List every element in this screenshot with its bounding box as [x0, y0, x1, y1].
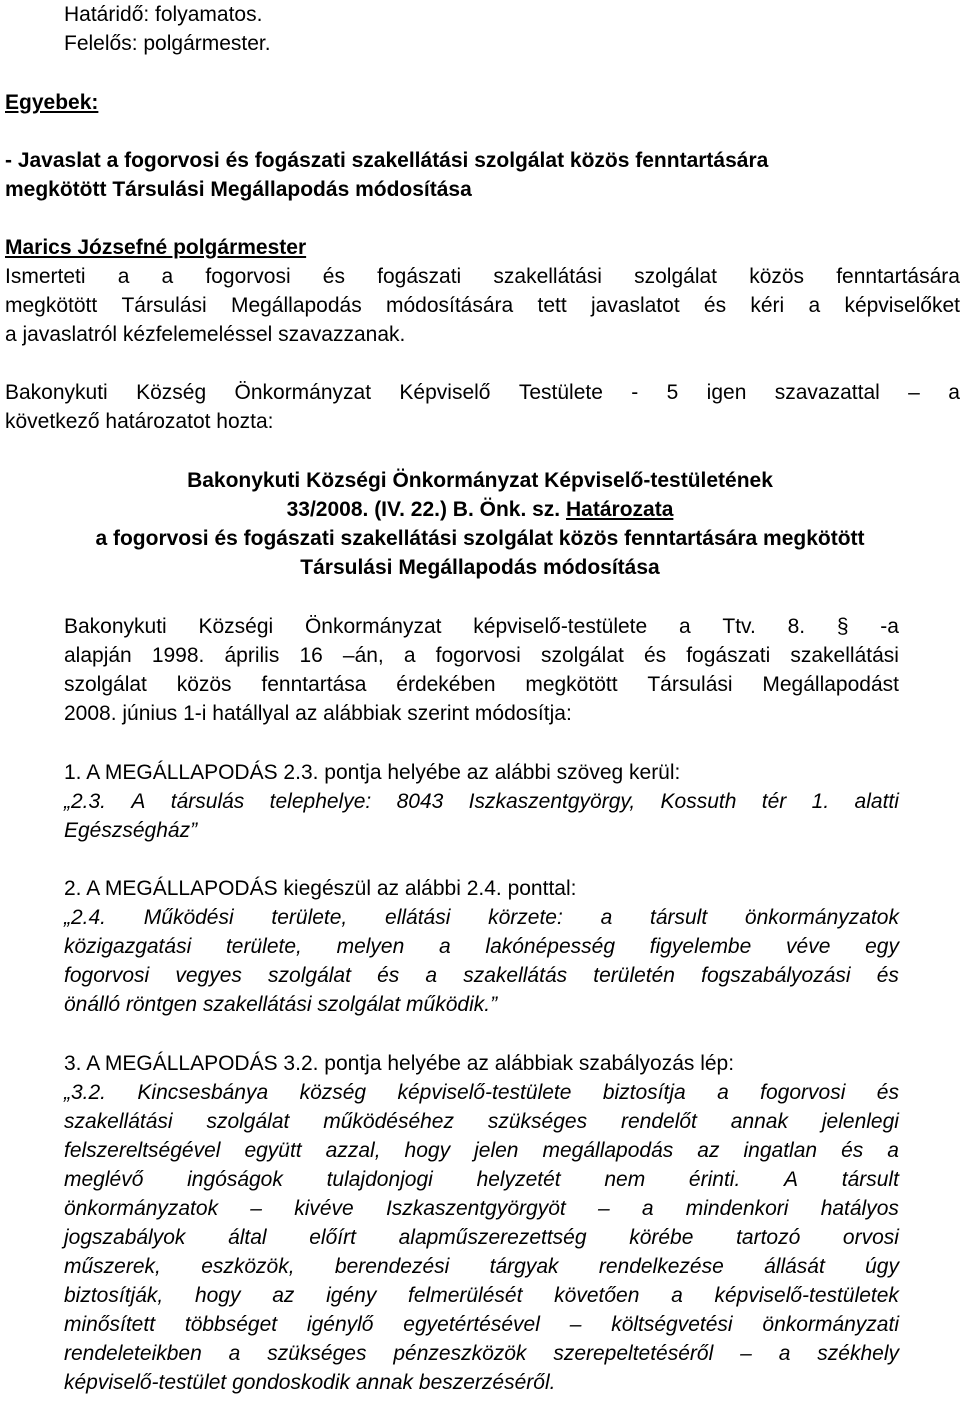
- word: tett: [537, 294, 567, 317]
- word: 1998.: [151, 644, 205, 667]
- word: mindenkori: [685, 1197, 789, 1220]
- item-2-text-line-4: önálló röntgen szakellátási szolgálat működik.”: [64, 993, 498, 1016]
- word: fenntartása: [261, 673, 367, 696]
- item-2-text-line-2: [64, 932, 899, 961]
- intro-line-2: [5, 291, 960, 320]
- word: képviselő-testülete: [397, 1081, 572, 1104]
- word: minősített: [64, 1313, 156, 1336]
- word: fogorvosi: [64, 964, 150, 987]
- word: érdekében: [396, 673, 496, 696]
- word: biztosítja: [602, 1081, 686, 1104]
- word: Kossuth: [660, 790, 737, 813]
- resolution-subject-1: a fogorvosi és fogászati szakellátási szolgálat közös fenntartására megkötött: [95, 527, 865, 550]
- word: 5: [666, 381, 679, 404]
- word: a: [717, 1081, 729, 1104]
- item-3-heading: 3. A MEGÁLLAPODÁS 3.2. pontja helyébe az alábbiak szabályozás lép:: [64, 1052, 735, 1075]
- word: 1.: [811, 790, 830, 813]
- item-3-text-line-3: [64, 1136, 899, 1165]
- word: és: [876, 964, 899, 987]
- resolution-heading-1: Bakonykuti Községi Önkormányzat Képviselő-testületének: [187, 469, 773, 492]
- word: kéri: [750, 294, 785, 317]
- word: előírt: [309, 1226, 356, 1249]
- word: –: [250, 1197, 262, 1220]
- item-3-text-line-1: [64, 1078, 899, 1107]
- word: §: [836, 615, 849, 638]
- word: megkötött: [5, 294, 98, 317]
- word: működéséhez: [323, 1110, 454, 1133]
- word: az: [272, 1284, 295, 1307]
- item-3-text-line-11: képviselő-testület gondoskodik annak beszerzéséről.: [64, 1371, 556, 1394]
- word: érinti.: [688, 1168, 741, 1191]
- word: fogorvosi: [435, 644, 521, 667]
- word: jelen: [474, 1139, 519, 1162]
- word: társult: [649, 906, 708, 929]
- item-1-text-line-1: [64, 787, 899, 816]
- word: közös: [749, 265, 805, 288]
- word: képviselő-testületek: [714, 1284, 899, 1307]
- word: Társulási: [647, 673, 733, 696]
- resolution-word: Határozata: [566, 498, 674, 521]
- word: közös: [176, 673, 232, 696]
- word: Iszkaszentgyörgyöt: [385, 1197, 566, 1220]
- resolution-body-line-1: [64, 612, 899, 641]
- word: a: [117, 265, 130, 288]
- word: azzal,: [325, 1139, 381, 1162]
- word: hogy: [194, 1284, 241, 1307]
- word: a: [808, 294, 821, 317]
- word: Községi: [198, 615, 274, 638]
- word: rendeleteikben: [64, 1342, 202, 1365]
- item-3-text-line-6: [64, 1223, 899, 1252]
- word: Megállapodást: [762, 673, 899, 696]
- word: a: [425, 964, 438, 987]
- word: Testülete: [518, 381, 603, 404]
- word: szolgálat: [64, 673, 147, 696]
- word: szakellátási: [790, 644, 899, 667]
- word: költségvetési: [611, 1313, 733, 1336]
- word: képviselő-testülete: [473, 615, 648, 638]
- resolution-heading-2: [0, 495, 960, 524]
- intro-line-1: [5, 262, 960, 291]
- item-3-text-line-4: [64, 1165, 899, 1194]
- word: meglévő: [64, 1168, 144, 1191]
- resolution-body-line-2: [64, 641, 899, 670]
- word: lakónépesség: [485, 935, 616, 958]
- word: szakellátási: [64, 1110, 173, 1133]
- word: önkormányzatok: [64, 1197, 219, 1220]
- word: által: [228, 1226, 267, 1249]
- word: felmerülését: [408, 1284, 523, 1307]
- word: -: [631, 381, 639, 404]
- word: rendelkezése: [598, 1255, 724, 1278]
- word: „3.2.: [64, 1081, 107, 1104]
- word: javaslatot: [590, 294, 680, 317]
- word: a: [403, 644, 416, 667]
- word: az: [697, 1139, 720, 1162]
- word: kivéve: [294, 1197, 354, 1220]
- word: székhely: [817, 1342, 899, 1365]
- item-3-text-line-7: [64, 1252, 899, 1281]
- agenda-title-line-1: - Javaslat a fogorvosi és fogászati szakellátási szolgálat közös fenntartására: [5, 149, 769, 172]
- word: és: [876, 1081, 899, 1104]
- word: Megállapodás: [230, 294, 362, 317]
- word: 8.: [787, 615, 806, 638]
- word: területe,: [225, 935, 302, 958]
- word: alapján: [64, 644, 132, 667]
- word: község: [299, 1081, 367, 1104]
- word: szolgálat: [540, 644, 624, 667]
- word: –: [740, 1342, 752, 1365]
- word: egyetértésével: [403, 1313, 540, 1336]
- word: követően: [554, 1284, 640, 1307]
- word: tartozó: [736, 1226, 801, 1249]
- word: műszerek,: [64, 1255, 161, 1278]
- word: szolgálat: [206, 1110, 290, 1133]
- word: módosítására: [385, 294, 514, 317]
- word: véve: [786, 935, 831, 958]
- word: a: [439, 935, 451, 958]
- word: tér: [761, 790, 787, 813]
- word: jogszabályok: [64, 1226, 186, 1249]
- word: –: [597, 1197, 610, 1220]
- word: tulajdonjogi: [326, 1168, 433, 1191]
- word: orvosi: [842, 1226, 899, 1249]
- word: Képviselő: [399, 381, 491, 404]
- word: szakellátási: [493, 265, 602, 288]
- resolution-subject-2: Társulási Megállapodás módosítása: [300, 556, 660, 579]
- word: telephelye:: [269, 790, 372, 813]
- word: hogy: [404, 1139, 451, 1162]
- resolution-body-line-4: 2008. június 1-i hatállyal az alábbiak szerint módosítja:: [64, 702, 572, 725]
- word: ingóságok: [187, 1168, 283, 1191]
- word: önkormányzati: [762, 1313, 899, 1336]
- word: berendezési: [334, 1255, 450, 1278]
- word: „2.3.: [64, 790, 107, 813]
- word: képviselőket: [844, 294, 960, 317]
- word: annak: [730, 1110, 788, 1133]
- word: A: [784, 1168, 799, 1191]
- vote-line-1: [5, 378, 960, 407]
- item-3-text-line-8: [64, 1281, 899, 1310]
- item-3-text-line-9: [64, 1310, 899, 1339]
- word: hatályos: [820, 1197, 899, 1220]
- word: területe,: [271, 906, 348, 929]
- word: fogászati: [686, 644, 771, 667]
- word: a: [671, 1284, 683, 1307]
- word: közigazgatási: [64, 935, 192, 958]
- word: melyen: [336, 935, 405, 958]
- word: és: [322, 265, 345, 288]
- word: a: [778, 1342, 791, 1365]
- word: társulás: [170, 790, 245, 813]
- item-1-text-line-2: Egészségház”: [64, 819, 198, 842]
- word: Önkormányzat: [304, 615, 442, 638]
- word: felszereltségével: [64, 1139, 221, 1162]
- word: vegyes: [175, 964, 242, 987]
- word: biztosítják,: [64, 1284, 164, 1307]
- word: ellátási: [385, 906, 451, 929]
- word: pénzeszközök: [393, 1342, 527, 1365]
- word: nem: [604, 1168, 646, 1191]
- item-3-text-line-2: [64, 1107, 899, 1136]
- word: fogászati: [377, 265, 462, 288]
- word: fogorvosi: [205, 265, 291, 288]
- intro-line-3: a javaslatról kézfelemeléssel szavazzanak.: [5, 323, 406, 346]
- word: és: [703, 294, 727, 317]
- item-1-heading: 1. A MEGÁLLAPODÁS 2.3. pontja helyébe az alábbi szöveg kerül:: [64, 761, 681, 784]
- word: körzete:: [488, 906, 563, 929]
- word: Község: [136, 381, 207, 404]
- item-2-text-line-3: [64, 961, 899, 990]
- word: a: [641, 1197, 654, 1220]
- word: egy: [865, 935, 899, 958]
- word: területén: [593, 964, 675, 987]
- word: Kincsesbánya: [137, 1081, 269, 1104]
- word: megállapodás: [542, 1139, 674, 1162]
- word: a: [228, 1342, 241, 1365]
- item-3-text-line-10: [64, 1339, 899, 1368]
- agenda-title-line-2: megkötött Társulási Megállapodás módosítása: [5, 178, 472, 201]
- word: -a: [880, 615, 899, 638]
- word: a: [948, 381, 960, 404]
- word: és: [841, 1139, 864, 1162]
- word: szükséges: [487, 1110, 588, 1133]
- word: helyzetét: [476, 1168, 561, 1191]
- word: szerepeltetéséről: [553, 1342, 714, 1365]
- item-3-text-line-5: [64, 1194, 899, 1223]
- word: fogszabályozási: [701, 964, 851, 987]
- word: A: [131, 790, 146, 813]
- word: megkötött: [525, 673, 618, 696]
- word: és: [377, 964, 400, 987]
- word: alatti: [854, 790, 899, 813]
- word: társult: [841, 1168, 899, 1191]
- word: fenntartására: [836, 265, 960, 288]
- word: igénylő: [306, 1313, 374, 1336]
- word: 8043: [396, 790, 444, 813]
- word: igény: [326, 1284, 377, 1307]
- resolution-body-line-3: [64, 670, 899, 699]
- word: önkormányzatok: [744, 906, 899, 929]
- word: április: [224, 644, 280, 667]
- word: –án,: [342, 644, 384, 667]
- word: állását: [764, 1255, 825, 1278]
- word: figyelembe: [649, 935, 752, 958]
- word: többséget: [184, 1313, 278, 1336]
- word: tárgyak: [489, 1255, 559, 1278]
- deadline-line: Határidő: folyamatos.: [64, 3, 263, 26]
- word: 16: [299, 644, 323, 667]
- word: a: [600, 906, 613, 929]
- word: szolgálat: [634, 265, 718, 288]
- resolution-number: 33/2008. (IV. 22.) B. Önk. sz.: [286, 498, 561, 521]
- item-2-heading: 2. A MEGÁLLAPODÁS kiegészül az alábbi 2.4. ponttal:: [64, 877, 577, 900]
- responsible-line: Felelős: polgármester.: [64, 32, 271, 55]
- vote-line-2: következő határozatot hozta:: [5, 410, 274, 433]
- word: Bakonykuti: [5, 381, 108, 404]
- word: jelenlegi: [821, 1110, 899, 1133]
- word: úgy: [865, 1255, 899, 1278]
- word: ingatlan: [743, 1139, 818, 1162]
- word: a: [678, 615, 691, 638]
- word: Ttv.: [722, 615, 756, 638]
- word: –: [569, 1313, 582, 1336]
- word: együtt: [244, 1139, 302, 1162]
- word: Iszkaszentgyörgy,: [468, 790, 636, 813]
- word: Önkormányzat: [234, 381, 372, 404]
- word: Ismerteti: [5, 265, 86, 288]
- word: szakellátás: [463, 964, 568, 987]
- word: fogorvosi: [760, 1081, 846, 1104]
- word: a: [887, 1139, 899, 1162]
- word: a: [161, 265, 174, 288]
- word: Bakonykuti: [64, 615, 167, 638]
- word: eszközök,: [201, 1255, 295, 1278]
- word: Működési: [143, 906, 234, 929]
- word: körébe: [629, 1226, 694, 1249]
- word: „2.4.: [64, 906, 107, 929]
- word: –: [908, 381, 920, 404]
- section-title: Egyebek:: [5, 91, 99, 114]
- word: alapműszerezettség: [398, 1226, 587, 1249]
- item-2-text-line-1: [64, 903, 899, 932]
- word: igen: [706, 381, 747, 404]
- speaker-name: Marics Józsefné polgármester: [5, 236, 307, 259]
- word: rendelőt: [620, 1110, 697, 1133]
- word: szavazattal: [774, 381, 880, 404]
- word: Társulási: [121, 294, 207, 317]
- word: és: [643, 644, 667, 667]
- word: szükséges: [267, 1342, 367, 1365]
- word: szolgálat: [268, 964, 351, 987]
